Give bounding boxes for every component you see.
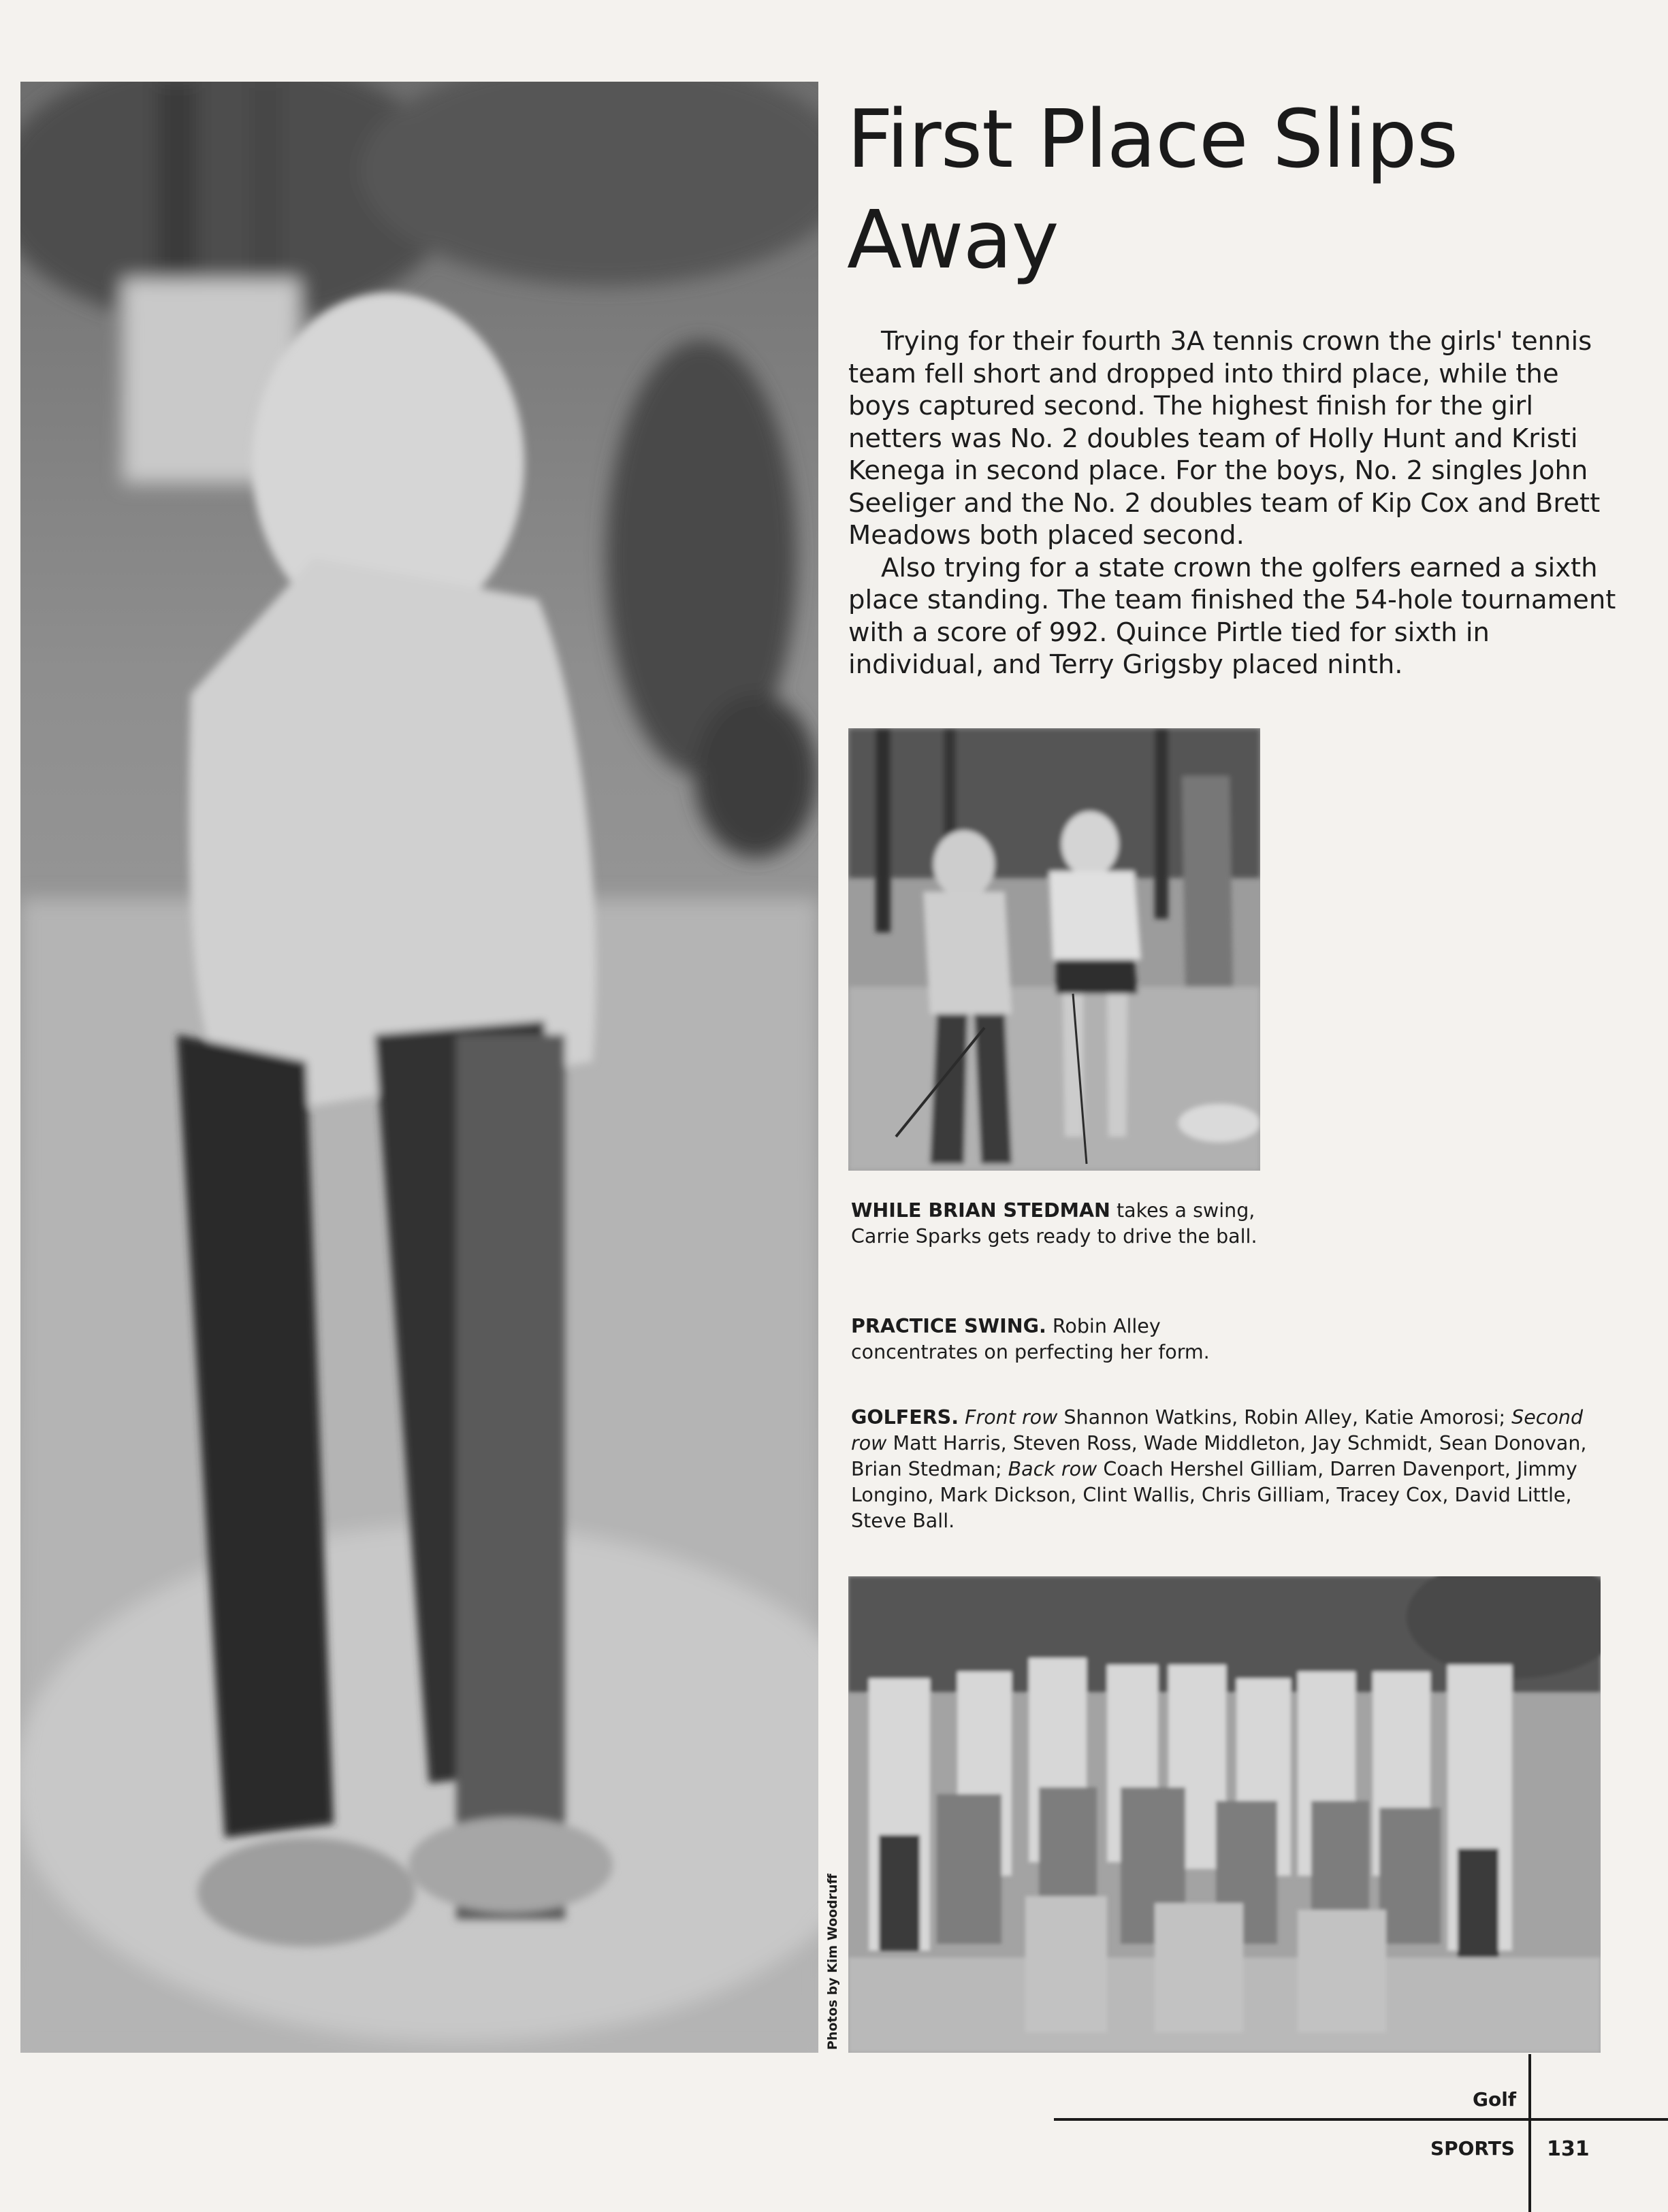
page-title: First Place Slips Away	[847, 92, 1458, 287]
caption-swing-lead: WHILE BRIAN STEDMAN	[851, 1199, 1110, 1222]
caption-golfers-lead: GOLFERS.	[851, 1406, 959, 1429]
caption-practice	[851, 1314, 1273, 1365]
footer-divider-horizontal	[1054, 2118, 1668, 2121]
caption-back-row-label: Back row	[1008, 1458, 1097, 1480]
photo-credit: Photos by Kim Woodruff	[825, 1873, 840, 2050]
caption-second-row-names: Matt Harris, Steven Ross, Wade Middleton, Jay Schmidt, Sean Donovan, Brian Stedman;	[851, 1432, 1587, 1480]
footer-divider-vertical	[1528, 2054, 1531, 2212]
caption-front-row-names: Shannon Watkins, Robin Alley, Katie Amorosi;	[1057, 1406, 1512, 1429]
caption-swing	[851, 1198, 1260, 1250]
article-paragraph-2: Also trying for a state crown the golfers earned a sixth place standing. The team finished the 54-hole tournament with a score of 992. Quince Pirtle tied for sixth in individual, and Terry Grigsby placed ninth.	[848, 552, 1616, 680]
caption-second-row-label: Second row	[851, 1406, 1584, 1454]
caption-practice-text: Robin Alley concentrates on perfecting her form.	[851, 1315, 1210, 1363]
caption-back-row-names: Coach Hershel Gilliam, Darren Davenport, Jimmy Longino, Mark Dickson, Clint Wallis, Chris Gilliam, Tracey Cox, David Little, Steve Ball.	[851, 1458, 1577, 1532]
main-photo-golfer	[20, 82, 818, 2053]
caption-practice-lead: PRACTICE SWING.	[851, 1315, 1046, 1337]
caption-golfers	[851, 1405, 1600, 1534]
photo-golf-team	[848, 1576, 1601, 2053]
photo-golfers-swinging	[848, 728, 1260, 1171]
page-number: 131	[1547, 2137, 1590, 2161]
caption-front-row-label: Front row	[965, 1406, 1058, 1429]
footer-category-label: SPORTS	[1430, 2137, 1515, 2160]
article-paragraph-1: Trying for their fourth 3A tennis crown the girls' tennis team fell short and dropped into third place, while the boys captured second. The highest finish for the girl netters was No. 2 doubles team of Holly Hunt and Kristi Kenega in second place. For the boys, No. 2 singles John Seeliger and the No. 2 doubles team of Kip Cox and Brett Meadows both placed second.	[848, 326, 1601, 551]
caption-swing-text: takes a swing, Carrie Sparks gets ready to drive the ball.	[851, 1199, 1257, 1248]
article-body	[848, 325, 1618, 681]
footer-section-label: Golf	[1473, 2088, 1516, 2111]
